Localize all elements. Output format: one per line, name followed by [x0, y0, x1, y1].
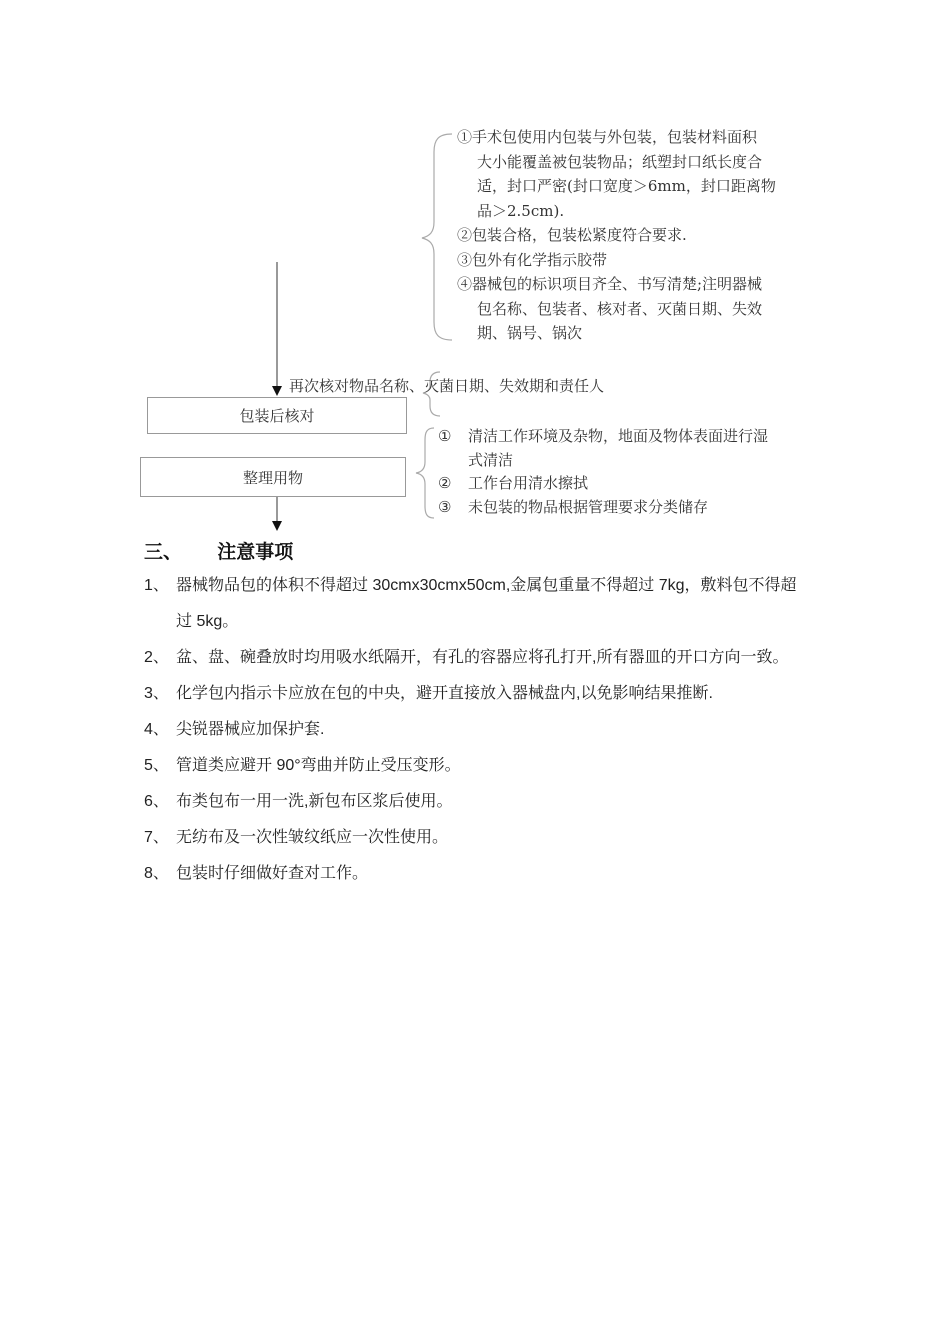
- requirement-line: 品＞2.5cm).: [477, 201, 565, 220]
- notes-list: [144, 568, 808, 892]
- list-item: [438, 496, 768, 520]
- list-item: [144, 820, 808, 856]
- item-number: 7、: [144, 829, 169, 846]
- list-item: [438, 472, 768, 496]
- requirement-line: 包名称、包装者、核对者、灭菌日期、失效: [477, 299, 763, 318]
- section-title: 注意事项: [217, 541, 294, 563]
- list-item: [144, 712, 808, 748]
- requirement-line: ④器械包的标识项目齐全、书写清楚;注明器械: [457, 275, 763, 293]
- item-number: 3、: [144, 685, 169, 702]
- list-item: [144, 748, 808, 784]
- step-text: 未包装的物品根据管理要求分类储存: [468, 497, 709, 516]
- brace-icon: [422, 134, 452, 340]
- step-number: ③: [438, 497, 452, 516]
- arrow-down-icon: [272, 386, 282, 396]
- item-text: 无纺布及一次性皱纹纸应一次性使用。: [176, 829, 449, 846]
- requirement-line: ②包装合格，包装松紧度符合要求.: [457, 226, 687, 244]
- item-number: 6、: [144, 793, 169, 810]
- brace-icon: [416, 428, 434, 518]
- list-item: [144, 568, 808, 640]
- item-text: 包装时仔细做好查对工作。: [176, 865, 369, 882]
- item-text: 器械物品包的体积不得超过 30cmx30cmx50cm,金属包重量不得超过 7kg，敷料包不得超过 5kg。: [176, 577, 797, 630]
- item-text: 布类包布一用一洗,新包布区浆后使用。: [176, 793, 453, 810]
- requirement-line: 期、锅号、锅次: [477, 324, 583, 342]
- step-number: ①: [438, 427, 452, 445]
- section-number: 三、: [144, 541, 183, 563]
- step-text: 工作台用清水擦拭: [468, 474, 589, 492]
- recheck-note: 再次核对物品名称、灭菌日期、失效期和责任人: [289, 377, 605, 395]
- item-number: 4、: [144, 721, 169, 738]
- item-text: 盆、盘、碗叠放时均用吸水纸隔开，有孔的容器应将孔打开,所有器皿的开口方向一致。: [176, 649, 789, 666]
- list-item: [144, 640, 808, 676]
- tidy-steps-list: [438, 425, 768, 519]
- tidy-items-box: 整理用物: [140, 457, 406, 497]
- step-text: 清洁工作环境及杂物，地面及物体表面进行湿: [468, 427, 769, 445]
- requirement-line: ③包外有化学指示胶带: [457, 250, 608, 269]
- requirement-line: 大小能覆盖被包装物品；纸塑封口纸长度合: [477, 152, 763, 171]
- packing-requirements: [457, 125, 776, 346]
- item-number: 2、: [144, 649, 169, 666]
- item-text: 管道类应避开 90°弯曲并防止受压变形。: [176, 757, 461, 774]
- step-number: ②: [438, 474, 452, 492]
- item-number: 1、: [144, 577, 169, 594]
- list-item: [144, 856, 808, 892]
- step-text: 式清洁: [468, 450, 514, 469]
- post-pack-check-box: 包装后核对: [147, 397, 407, 434]
- list-item: [144, 676, 808, 712]
- requirement-line: 适，封口严密(封口宽度＞6mm，封口距离物: [477, 177, 776, 195]
- requirement-line: ①手术包使用内包装与外包装，包装材料面积: [457, 128, 758, 146]
- list-item: [144, 784, 808, 820]
- section-heading: [144, 537, 293, 564]
- arrow-down-icon: [272, 521, 282, 531]
- item-number: 8、: [144, 865, 169, 882]
- item-number: 5、: [144, 757, 169, 774]
- item-text: 尖锐器械应加保护套.: [176, 721, 325, 738]
- item-text: 化学包内指示卡应放在包的中央，避开直接放入器械盘内,以免影响结果推断.: [176, 685, 713, 702]
- list-item: [438, 449, 768, 473]
- list-item: [438, 425, 768, 449]
